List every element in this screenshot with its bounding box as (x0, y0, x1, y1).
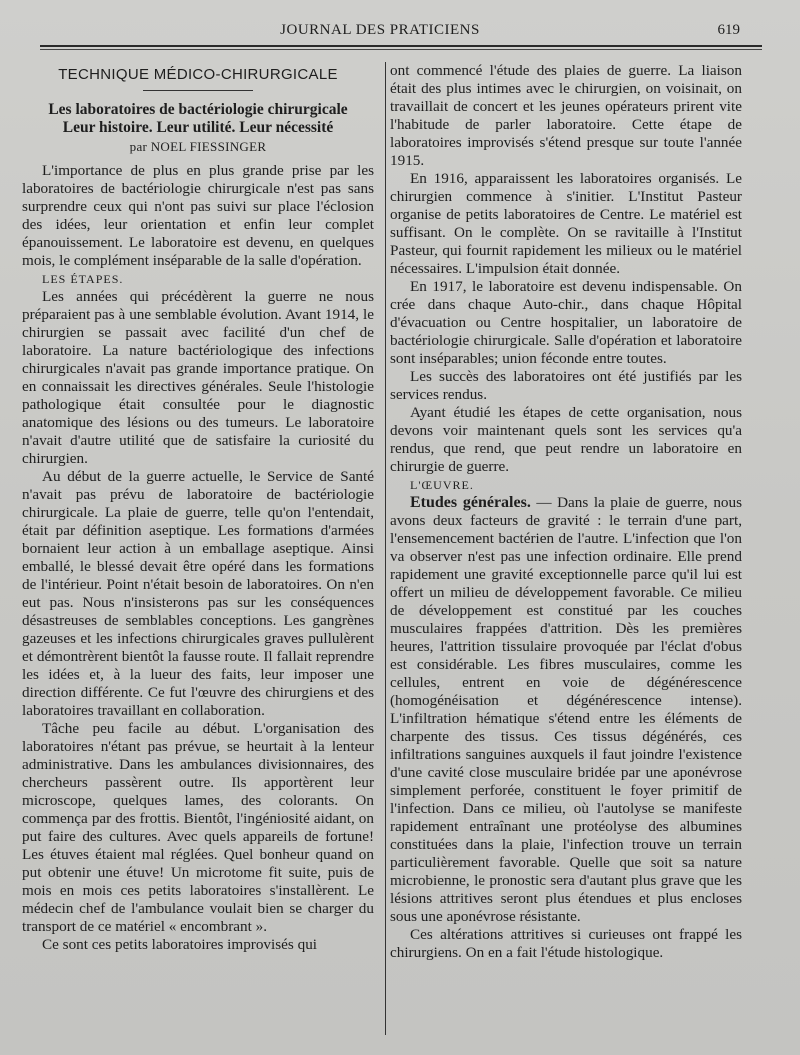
paragraph-continued: ont commencé l'étude des plaies de guerre. La liaison était des plus intimes avec le chirurgien, on voisinait, on travaillait de concert et les jeunes opérateurs prirent vite l'habitude de parler laboratoire. Cette étape de laboratoires improvisés s'étend presque sur toute l'année 1915. (390, 62, 742, 169)
paragraph: Ayant étudié les étapes de cette organisation, nous devons voir maintenant quels sont les services qu'a rendus, que rend, que peut rendre un laboratoire en chirurgie de guerre. (390, 404, 742, 475)
paragraph: En 1917, le laboratoire est devenu indispensable. On crée dans chaque Auto-chir., dans chaque Hôpital d'évacuation ou Centre hospitalier, un laboratoire de bactériologie chirurgicale. Salle d'opération et laboratoire sont inséparables; union féconde entre toutes. (390, 278, 742, 367)
paragraph: Au début de la guerre actuelle, le Service de Santé n'avait pas prévu de laboratoire de bactériologie chirurgicale. La plaie de guerre, telle qu'on l'entendait, était par définition aseptique. Les formations d'armées bornaient leur action à un emballage aseptique. Ainsi emballé, le blessé devait être opéré dans les formations de l'intérieur. Point n'était besoin de laboratoires. On n'en eut pas. Nous n'insisterons pas sur les conséquences désastreuses de semblables conceptions. Les gangrènes gazeuses et les infections chirurgicales graves pullulèrent et démontrèrent bientôt la fausse route. Il fallait reprendre les idées et, à la lueur des faits, leur imposer une direction différente. Ce fut l'œuvre des chirurgiens et des laboratoires travaillant en collaboration. (22, 468, 374, 719)
paragraph: Ce sont ces petits laboratoires improvisés qui (42, 936, 318, 953)
etudes-heading: Etudes générales. (410, 494, 531, 511)
left-column (22, 62, 374, 954)
section-rule (143, 90, 253, 91)
running-head (20, 22, 740, 44)
intro-paragraph: L'importance de plus en plus grande prise par les laboratoires de bactériologie chirurgicale n'est pas sans surprendre ceux qui n'ont pas suivi sur place l'éclosion des idées, leur orientation et enfin leur complet épanouissement. Le laboratoire est devenu, en quelques mois, le complément inséparable de la salle d'opération. (22, 162, 374, 269)
byline: par NOEL FIESSINGER (129, 139, 267, 154)
header-rule-thin (40, 49, 762, 50)
subhead-oeuvre: L'ŒUVRE. (410, 478, 474, 492)
paragraph: Les années qui précédèrent la guerre ne nous préparaient pas à une semblable évolution. Avant 1914, le chirurgien se passait avec facilité d'un chef de laboratoire. La nature bactériologique des infections chirurgicales n'avait pas grande importance pratique. On en connaissait les directives générales. Seule l'histologie pathologique était consultée pour le diagnostic anatomique des lésions ou des tumeurs. Le laboratoire n'avait d'autre utilité que de satisfaire la curiosité du chirurgien. (22, 288, 374, 467)
right-column (390, 62, 742, 962)
etudes-text: — Dans la plaie de guerre, nous avons deux facteurs de gravité : le terrain d'une part, l'ensemencement bactérien de l'autre. L'infection que l'on va observer n'est pas une infection ordinaire. Elle prend rapidement une gravité exceptionnelle parce qu'il lui est offert un milieu de développement favorable. Ce milieu de développement est constitué par les couches musculaires frappées d'attrition. Dès les premières heures, l'attrition tissulaire provoquée par l'éclat d'obus est considérable. Les fibres musculaires, comme les cellules, entrent en voie de dégénérescence (homogénéisation et dégénérescence intense). L'infiltration hématique s'étend entre les éléments de charpente des tissus. Ces tissus dégénérés, ces infiltrations sanguines auxquels il faut joindre l'existence d'une cavité close musculaire bridée par une aponévrose simplement perforée, constituent le foyer primitif de l'infection. Dans ce milieu, où l'autolyse se manifeste rapidement entraînant une protéolyse des albumines constituées dans la plaie, l'infection trouve un terrain particulièrement favorable. Quelle que soit sa nature microbienne, le pronostic sera d'autant plus grave que les lésions attritives seront plus étendues et plus encloses sous une aponévrose résistante. (390, 494, 743, 925)
page-number: 619 (717, 22, 740, 38)
paragraph-etudes (390, 494, 742, 926)
running-title: JOURNAL DES PRATICIENS (280, 22, 480, 38)
column-divider (385, 62, 386, 1035)
header-rule (40, 45, 762, 47)
article-title-line2: Leur histoire. Leur utilité. Leur nécessité (62, 119, 334, 136)
subhead-etapes: LES ÉTAPES. (42, 272, 124, 286)
paragraph: Les succès des laboratoires ont été justifiés par les services rendus. (390, 368, 742, 403)
paragraph: Ces altérations attritives si curieuses ont frappé les chirurgiens. On en a fait l'étude histologique. (390, 926, 742, 961)
article-title-line1: Les laboratoires de bactériologie chirurgicale (48, 101, 348, 118)
paragraph: En 1916, apparaissent les laboratoires organisés. Le chirurgien commence à s'initier. L'Institut Pasteur organise de petits laboratoires de Centre. Le matériel est suffisant. On le complète. On se ravitaille à l'Institut Pasteur, qui fournit rapidement les milieux ou le matériel nécessaires. L'impulsion était donnée. (390, 170, 742, 277)
section-header: TECHNIQUE MÉDICO-CHIRURGICALE (58, 66, 338, 83)
paragraph: Tâche peu facile au début. L'organisation des laboratoires n'étant pas prévue, se heurtait à la lenteur administrative. Dans les ambulances divisionnaires, des chercheurs passèrent outre. Ils apportèrent leur microscope, quelques lames, des colorants. On commença par des frottis. Bientôt, l'ingéniosité aidant, on put faire des cultures. Avec quels appareils de fortune! Les étuves étaient mal réglées. Quel bonheur quand on put obtenir une étuve! Un microtome fit suite, puis de mois en mois ces petits laboratoires s'installèrent. Le médecin chef de l'ambulance voulait bien se charger du transport de ce matériel « encombrant ». (22, 720, 374, 935)
